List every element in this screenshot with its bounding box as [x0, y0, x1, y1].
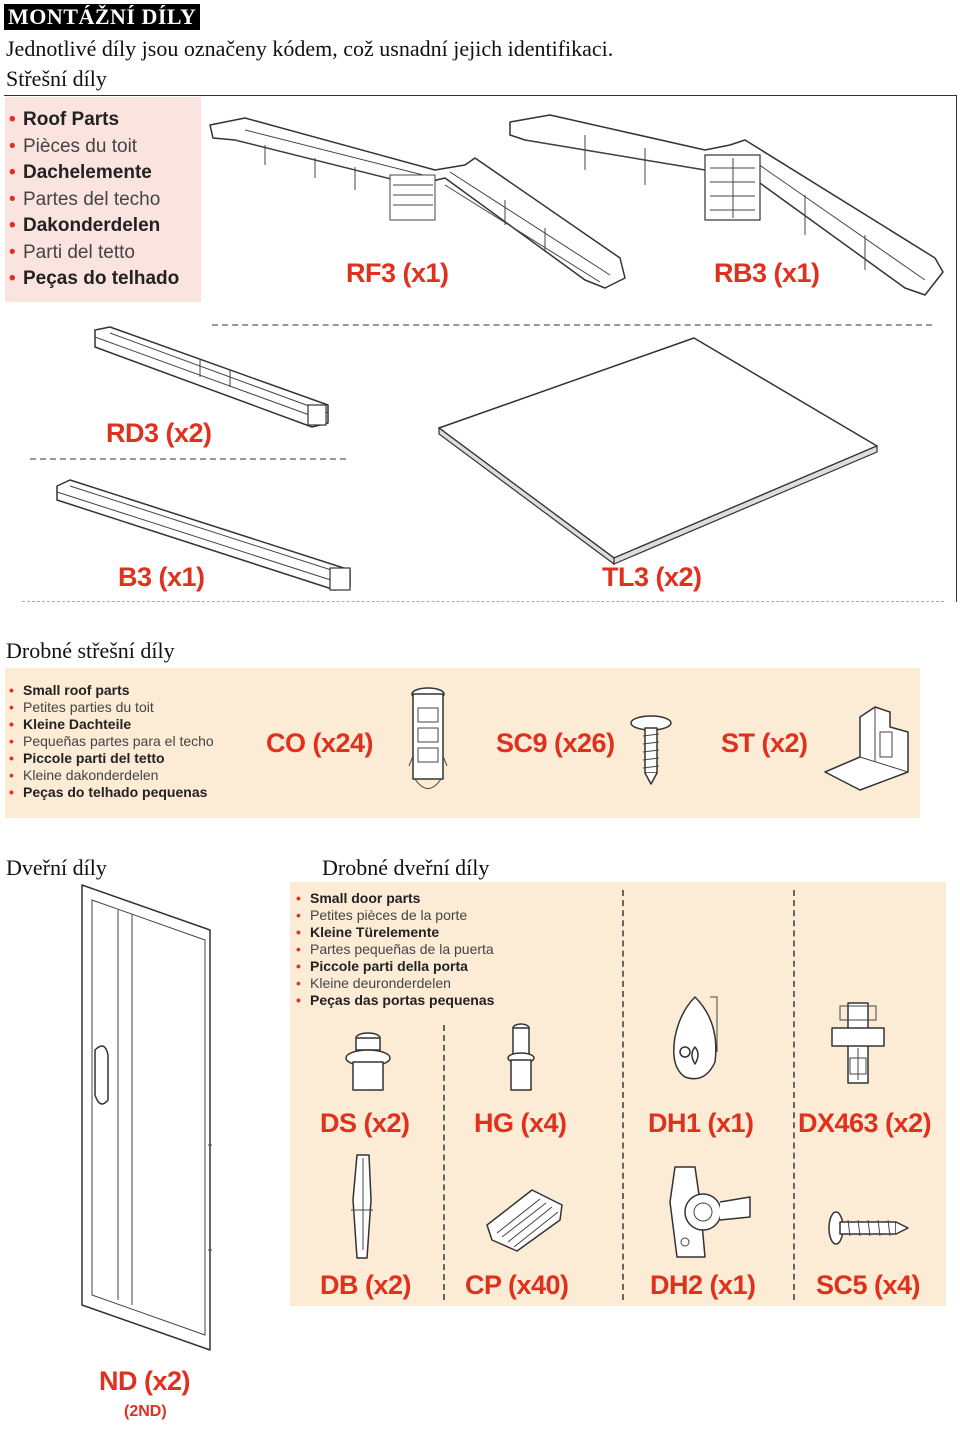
cp-label: CP (x40)	[465, 1270, 569, 1300]
lang-item: • Peças do telhado pequenas	[9, 784, 920, 801]
lang-item: • Parti del tetto	[9, 240, 201, 267]
ds-label: DS (x2)	[320, 1108, 410, 1138]
tl3-label: TL3 (x2)	[602, 562, 702, 592]
lang-item: • Dakonderdelen	[9, 213, 201, 240]
lang-item: • Kleine Dachteile	[9, 716, 920, 733]
small-roof-heading: Drobné střešní díly	[6, 638, 175, 663]
db-label: DB (x2)	[320, 1270, 412, 1300]
lang-item: • Peças do telhado	[9, 266, 201, 293]
roof-language-list	[5, 97, 201, 293]
lang-item: • Piccole parti della porta	[296, 958, 946, 975]
rb3-label: RB3 (x1)	[714, 258, 820, 288]
small-door-heading: Drobné dveřní díly	[322, 855, 490, 880]
sc9-screw-drawing	[628, 714, 674, 786]
lang-item: • Petites pièces de la porte	[296, 907, 946, 924]
lang-item: • Peças das portas pequenas	[296, 992, 946, 1009]
door-parts-separator	[622, 890, 624, 1300]
door-parts-separator	[443, 1025, 445, 1300]
lang-item: • Partes pequeñas de la puerta	[296, 941, 946, 958]
st-label: ST (x2)	[721, 728, 808, 758]
lang-item: • Pièces du toit	[9, 134, 201, 161]
roof-separator	[30, 458, 346, 460]
dx463-bracket-drawing	[822, 998, 894, 1088]
lang-item: • Kleine Türelemente	[296, 924, 946, 941]
co-label: CO (x24)	[266, 728, 374, 758]
b3-label: B3 (x1)	[118, 562, 205, 592]
dh1-label: DH1 (x1)	[648, 1108, 754, 1138]
tl3-panel-drawing	[434, 336, 884, 566]
lang-item: • Partes del techo	[9, 187, 201, 214]
door-parts-separator	[793, 890, 795, 1300]
hg-pin-drawing	[505, 1022, 537, 1094]
hg-label: HG (x4)	[474, 1108, 567, 1138]
b3-beam-drawing	[55, 478, 355, 598]
lang-item: • Kleine deuronderdelen	[296, 975, 946, 992]
dx463-label: DX463 (x2)	[798, 1108, 932, 1138]
nd-subcode: (2ND)	[124, 1403, 167, 1420]
dh2-handle-drawing	[665, 1162, 755, 1262]
lang-item: • Pequeñas partes para el techo	[9, 733, 920, 750]
roof-heading: Střešní díly	[6, 66, 107, 91]
page-title: MONTÁŽNÍ DÍLY	[4, 4, 200, 30]
co-connector-drawing	[405, 686, 451, 798]
lang-item: • Roof Parts	[9, 107, 201, 134]
dh2-label: DH2 (x1)	[650, 1270, 756, 1300]
small-door-language-list	[290, 882, 946, 1009]
rd3-label: RD3 (x2)	[106, 418, 212, 448]
lang-item: • Kleine dakonderdelen	[9, 767, 920, 784]
lang-item: • Petites parties du toit	[9, 699, 920, 716]
lang-item: • Small roof parts	[9, 682, 920, 699]
lang-item: • Dachelemente	[9, 160, 201, 187]
lang-item: • Piccole parti del tetto	[9, 750, 920, 767]
door-heading: Dveřní díly	[6, 855, 107, 880]
nd-door-drawing	[70, 880, 220, 1350]
rf3-label: RF3 (x1)	[346, 258, 449, 288]
sc9-label: SC9 (x26)	[496, 728, 615, 758]
db-bolt-drawing	[347, 1150, 377, 1262]
st-bracket-drawing	[820, 702, 915, 794]
roof-separator	[22, 601, 944, 602]
ds-stopper-drawing	[343, 1028, 393, 1096]
lang-item: • Small door parts	[296, 890, 946, 907]
sc5-label: SC5 (x4)	[816, 1270, 921, 1300]
cp-clip-drawing	[482, 1185, 566, 1255]
nd-label: ND (x2)	[99, 1366, 191, 1396]
sc5-screw-drawing	[826, 1208, 910, 1248]
roof-language-panel	[5, 97, 201, 302]
intro-text: Jednotlivé díly jsou označeny kódem, což usnadní jejich identifikaci.	[6, 36, 614, 61]
dh1-handle-drawing	[665, 992, 725, 1084]
